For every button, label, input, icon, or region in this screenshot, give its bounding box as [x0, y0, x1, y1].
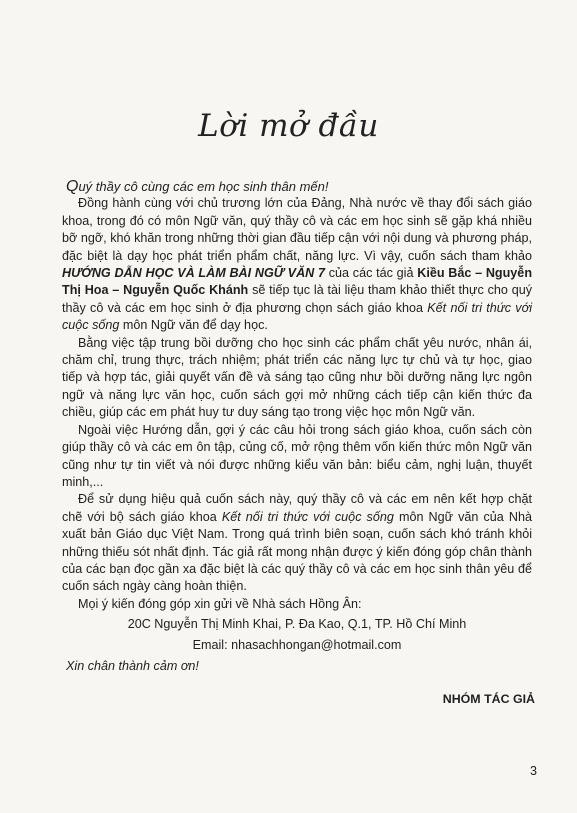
signature: NHÓM TÁC GIẢ	[442, 692, 535, 706]
textbook-series: Kết nối tri thức với cuộc sống	[62, 300, 532, 333]
book-title: HƯỚNG DẪN HỌC VÀ LÀM BÀI NGỮ VĂN 7	[62, 266, 326, 281]
page-title: Lời mở đầu	[198, 108, 379, 144]
paragraph-4	[62, 491, 532, 595]
paragraph-1	[62, 195, 532, 334]
preface-body	[62, 178, 532, 675]
paragraph-2: Bằng việc tập trung bồi dưỡng cho học sinh các phẩm chất yêu nước, nhân ái, chăm chỉ, trung thực, trách nhiệm; phát triển các năng lực tự chủ và tự học, giao tiếp và hợp tác, giải quyết vấn đề và sáng tạo cũng như bồi dưỡng năng lực ngôn ngữ và năng lực văn học, cuốn sách gợi mở những cách tiếp cận kiến thức đa chiều, giúp các em phát huy tư duy sáng tạo trong việc học môn Ngữ văn.	[62, 335, 532, 420]
p1-text-d: môn Ngữ văn để dạy học.	[119, 318, 268, 333]
p1-text-c: sẽ tiếp tục là tài liệu tham khảo thiết thực cho quý thầy cô và các em học sinh ở địa phương chọn sách giáo khoa	[62, 283, 533, 315]
p1-text-a: Đồng hành cùng với chủ trương lớn của Đảng, Nhà nước về thay đổi sách giáo khoa, trong đó có môn Ngữ văn, quý thầy cô và các em học sinh sẽ gặp khá nhiều bỡ ngỡ, khó khăn trong những thời gian đầu tiếp cận với nội dung và phương pháp, đặc biệt là dạy học phát triển phẩm chất, năng lực. Vì vậy, cuốn sách tham khảo	[62, 196, 532, 263]
paragraph-3: Ngoài việc Hướng dẫn, gợi ý các câu hỏi trong sách giáo khoa, cuốn sách còn giúp thầy cô và các em ôn tập, củng cố, mở rộng thêm vốn kiến thức môn Ngữ văn cũng như tự tin viết và nói được những kiểu văn bản: biểu cảm, nghị luận, thuyết minh,...	[62, 422, 532, 489]
greeting-initial: Q	[66, 178, 79, 195]
greeting-text: uý thầy cô cùng các em học sinh thân mến!	[78, 179, 329, 194]
p4-text-a: Để sử dụng hiệu quả cuốn sách này, quý thầy cô và các em nên kết hợp chặt chẽ với bộ sách giáo khoa	[62, 492, 532, 524]
publisher-address: 20C Nguyễn Thị Minh Khai, P. Đa Kao, Q.1, TP. Hồ Chí Minh	[127, 617, 467, 632]
page-number: 3	[529, 764, 537, 778]
paragraph-5: Mọi ý kiến đóng góp xin gửi về Nhà sách Hồng Ân:	[78, 596, 362, 611]
closing-line: Xin chân thành cảm ơn!	[66, 658, 199, 673]
author-names: Kiều Bắc – Nguyễn Thị Hoa – Nguyễn Quốc Khánh	[62, 266, 533, 298]
greeting	[66, 178, 532, 195]
p1-text-b: của các tác giả	[325, 266, 418, 281]
textbook-series-2: Kết nối tri thức với cuộc sống	[221, 509, 394, 524]
publisher-email: Email: nhasachhongan@hotmail.com	[192, 637, 402, 652]
p4-text-b: môn Ngữ văn của Nhà xuất bản Giáo dục Việt Nam. Trong quá trình biên soạn, cuốn sách khó tránh khỏi những thiếu sót nhất định. Tác giả rất mong nhận được ý kiến đóng góp chân thành của các bạn đọc gần xa đặc biệt là các quý thầy cô và các em học sinh thân yêu để cuốn sách ngày càng hoàn thiện.	[62, 509, 532, 594]
